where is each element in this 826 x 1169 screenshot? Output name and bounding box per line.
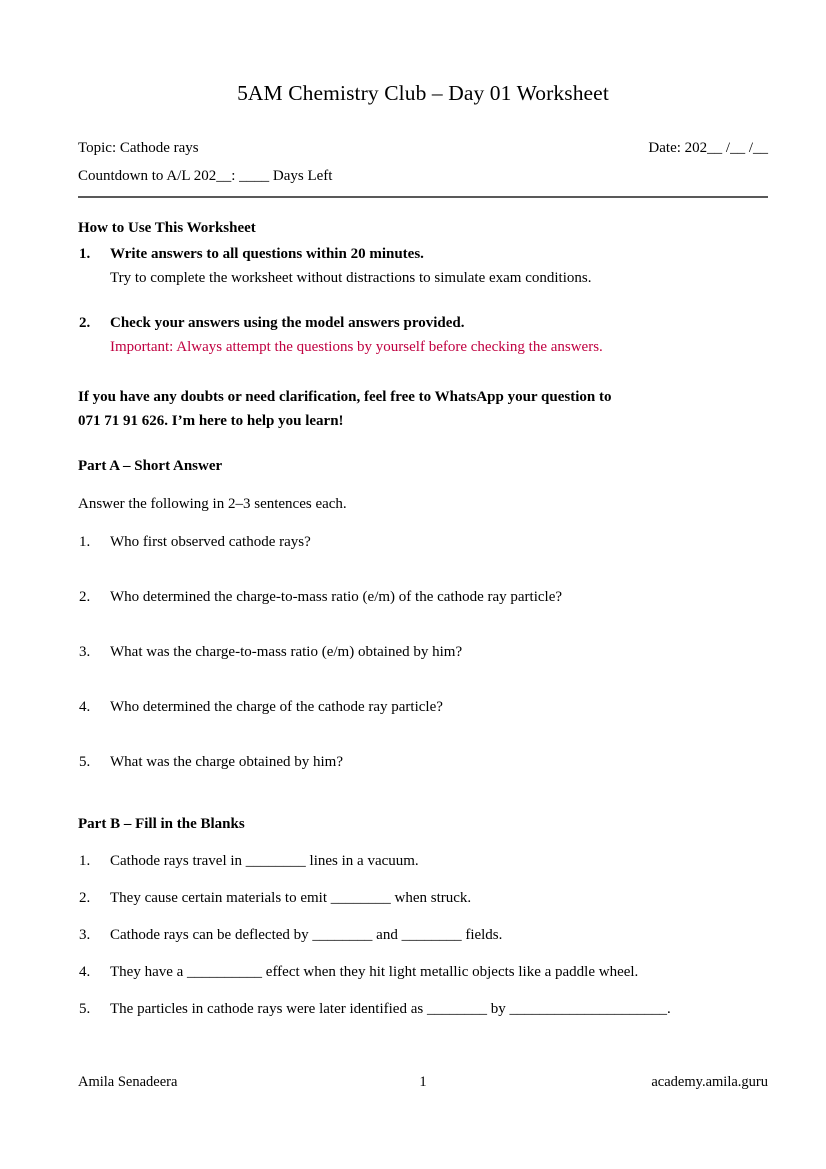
part-b-question-4-number: 4. bbox=[79, 964, 91, 980]
part-a-question-1-number: 1. bbox=[79, 534, 91, 550]
part-b-question-2-number: 2. bbox=[79, 890, 91, 906]
part-b-question-3-number: 3. bbox=[79, 927, 91, 943]
part-b-question-2-text: They cause certain materials to emit ________ when struck. bbox=[110, 890, 472, 906]
part-b-question-3 bbox=[78, 925, 768, 945]
part-a-question-2 bbox=[78, 587, 768, 607]
part-a-question-1-text: Who first observed cathode rays? bbox=[110, 534, 311, 550]
part-b-question-2 bbox=[78, 888, 768, 908]
part-b-question-1-text: Cathode rays travel in ________ lines in a vacuum. bbox=[110, 853, 419, 869]
part-a-question-2-number: 2. bbox=[79, 589, 91, 605]
part-a-question-4-number: 4. bbox=[79, 699, 91, 715]
contact-note bbox=[78, 385, 768, 433]
footer-author: Amila Senadeera bbox=[78, 1074, 178, 1090]
header-divider bbox=[78, 196, 768, 198]
part-a-question-4-text: Who determined the charge of the cathode ray particle? bbox=[110, 699, 443, 715]
part-a-question-5 bbox=[78, 752, 768, 772]
instruction-item-2-detail: Important: Always attempt the questions by yourself before checking the answers. bbox=[110, 339, 603, 355]
part-b-question-5-text: The particles in cathode rays were later identified as ________ by _____________________. bbox=[110, 1001, 671, 1017]
part-a-question-1 bbox=[78, 532, 768, 552]
instructions-heading: How to Use This Worksheet bbox=[78, 220, 256, 236]
instruction-item-2 bbox=[78, 313, 768, 333]
instruction-item-1-title: Write answers to all questions within 20 minutes. bbox=[110, 246, 424, 262]
part-a-question-5-number: 5. bbox=[79, 754, 91, 770]
footer-website: academy.amila.guru bbox=[651, 1074, 768, 1090]
instruction-item-2-title: Check your answers using the model answers provided. bbox=[110, 315, 465, 331]
instruction-item-2-number: 2. bbox=[79, 315, 91, 331]
part-a-instruction: Answer the following in 2–3 sentences each. bbox=[78, 496, 347, 512]
part-a-question-3-number: 3. bbox=[79, 644, 91, 660]
instruction-item-1 bbox=[78, 244, 768, 264]
part-a-question-4 bbox=[78, 697, 768, 717]
part-b-question-3-text: Cathode rays can be deflected by ________ and ________ fields. bbox=[110, 927, 503, 943]
part-b-section bbox=[78, 814, 768, 1019]
part-a-question-2-text: Who determined the charge-to-mass ratio (e/m) of the cathode ray particle? bbox=[110, 589, 563, 605]
part-b-question-5-number: 5. bbox=[79, 1001, 91, 1017]
part-b-question-1 bbox=[78, 851, 768, 871]
part-b-question-4 bbox=[78, 962, 768, 982]
contact-note-line-2: 071 71 91 626. I’m here to help you learn! bbox=[78, 413, 344, 429]
page-title: 5AM Chemistry Club – Day 01 Worksheet bbox=[237, 81, 609, 105]
date-field: Date: 202__ /__ /__ bbox=[648, 140, 768, 156]
instruction-item-1-detail: Try to complete the worksheet without distractions to simulate exam conditions. bbox=[110, 270, 592, 286]
part-a-question-3 bbox=[78, 642, 768, 662]
contact-note-line-1: If you have any doubts or need clarification, feel free to WhatsApp your question to bbox=[78, 389, 612, 405]
instruction-item-1-number: 1. bbox=[79, 246, 91, 262]
part-a-question-5-text: What was the charge obtained by him? bbox=[110, 754, 343, 770]
countdown-field: Countdown to A/L 202__: ____ Days Left bbox=[78, 168, 333, 184]
part-b-question-1-number: 1. bbox=[79, 853, 91, 869]
part-a-section bbox=[78, 456, 768, 772]
part-b-question-5 bbox=[78, 999, 768, 1019]
topic-label: Topic: Cathode rays bbox=[78, 140, 199, 156]
part-b-heading: Part B – Fill in the Blanks bbox=[78, 816, 245, 832]
instructions-section bbox=[78, 218, 768, 357]
part-a-heading: Part A – Short Answer bbox=[78, 458, 223, 474]
part-a-question-3-text: What was the charge-to-mass ratio (e/m) obtained by him? bbox=[110, 644, 463, 660]
part-b-question-4-text: They have a __________ effect when they hit light metallic objects like a paddle wheel. bbox=[110, 964, 639, 980]
footer-page-number: 1 bbox=[419, 1074, 427, 1090]
